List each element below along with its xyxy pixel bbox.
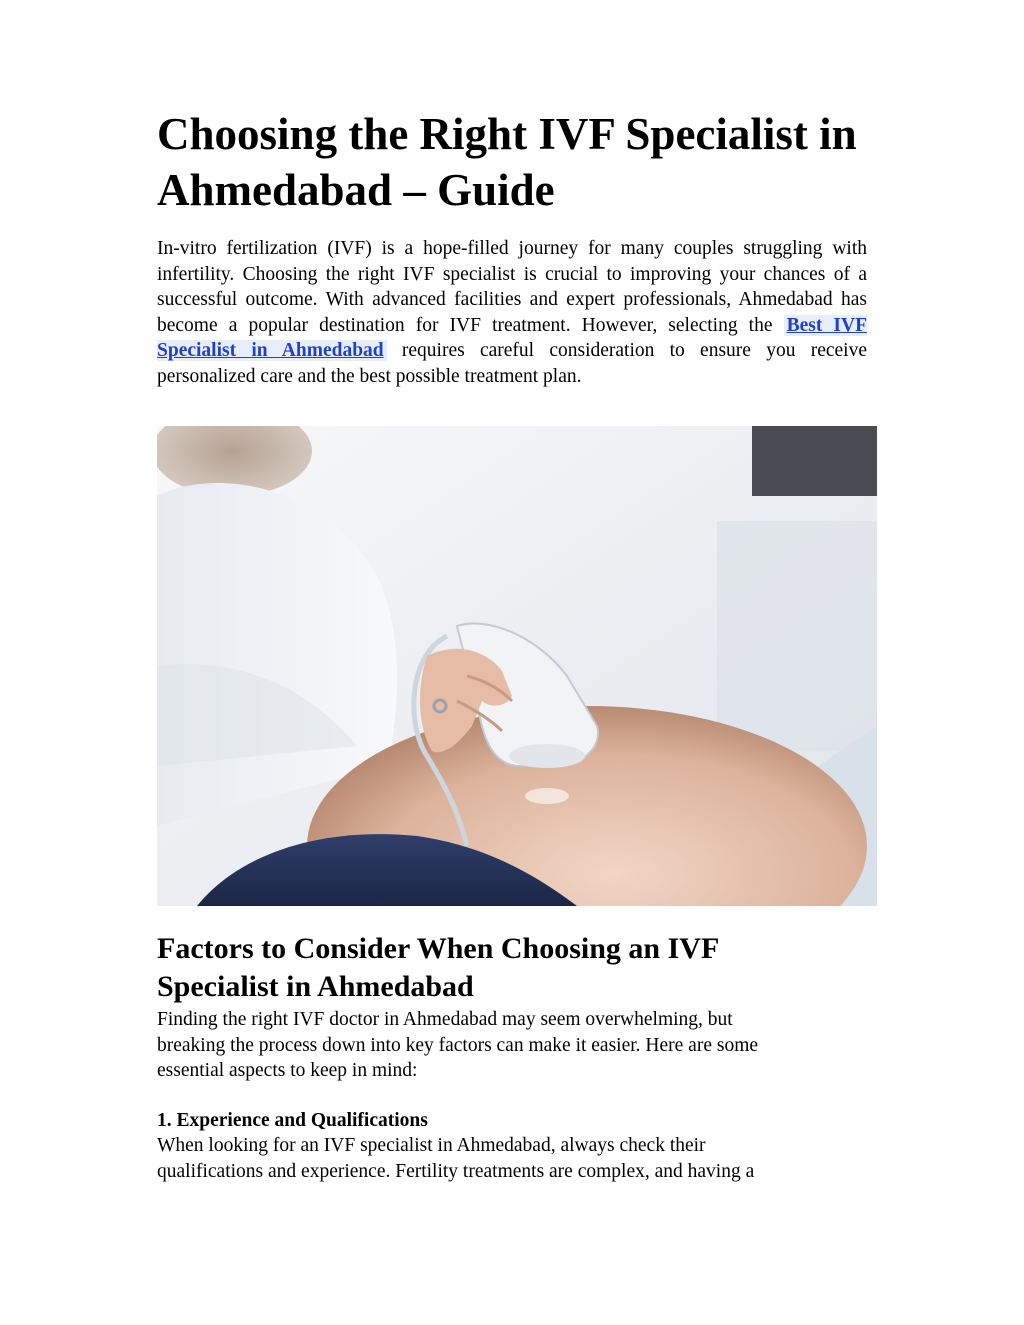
title-line-2: Ahmedabad – Guide	[157, 165, 555, 215]
ultrasound-photo	[157, 426, 877, 906]
sub-text-line-2: qualifications and experience. Fertility treatments are complex, and having a	[157, 1160, 755, 1182]
title-line-1: Choosing the Right IVF Specialist in	[157, 109, 857, 159]
intro-text-after-link: requires careful consideration to ensure you receive personalized care and the best possible treatment plan.	[157, 340, 867, 387]
section-text-line-3: essential aspects to keep in mind:	[157, 1060, 418, 1081]
intro-paragraph	[157, 236, 867, 389]
intro-text-before-link: In-vitro fertilization (IVF) is a hope-filled journey for many couples struggling with infertility. Choosing the right IVF specialist is crucial to improving your chances of a successful outcome. With advanced facilities and expert professionals, Ahmedabad has become a popular destination for IVF treatment. However, selecting the	[157, 238, 867, 336]
subsection-paragraph	[157, 1133, 857, 1184]
best-ivf-specialist-link[interactable]: Best IVF Specialist in Ahmedabad	[157, 314, 868, 361]
section-heading-line-1: Factors to Consider When Choosing an IVF	[157, 932, 720, 965]
subsection-heading: 1. Experience and Qualifications	[157, 1110, 428, 1131]
page-title	[157, 106, 877, 218]
section-heading	[157, 930, 877, 1006]
section-heading-line-2: Specialist in Ahmedabad	[157, 970, 474, 1003]
sub-text-line-1: When looking for an IVF specialist in Ahmedabad, always check their	[157, 1135, 706, 1156]
section-paragraph	[157, 1007, 857, 1084]
section-text-line-2: breaking the process down into key factors can make it easier. Here are some	[157, 1034, 759, 1056]
section-text-line-1: Finding the right IVF doctor in Ahmedabad may seem overwhelming, but	[157, 1009, 733, 1030]
